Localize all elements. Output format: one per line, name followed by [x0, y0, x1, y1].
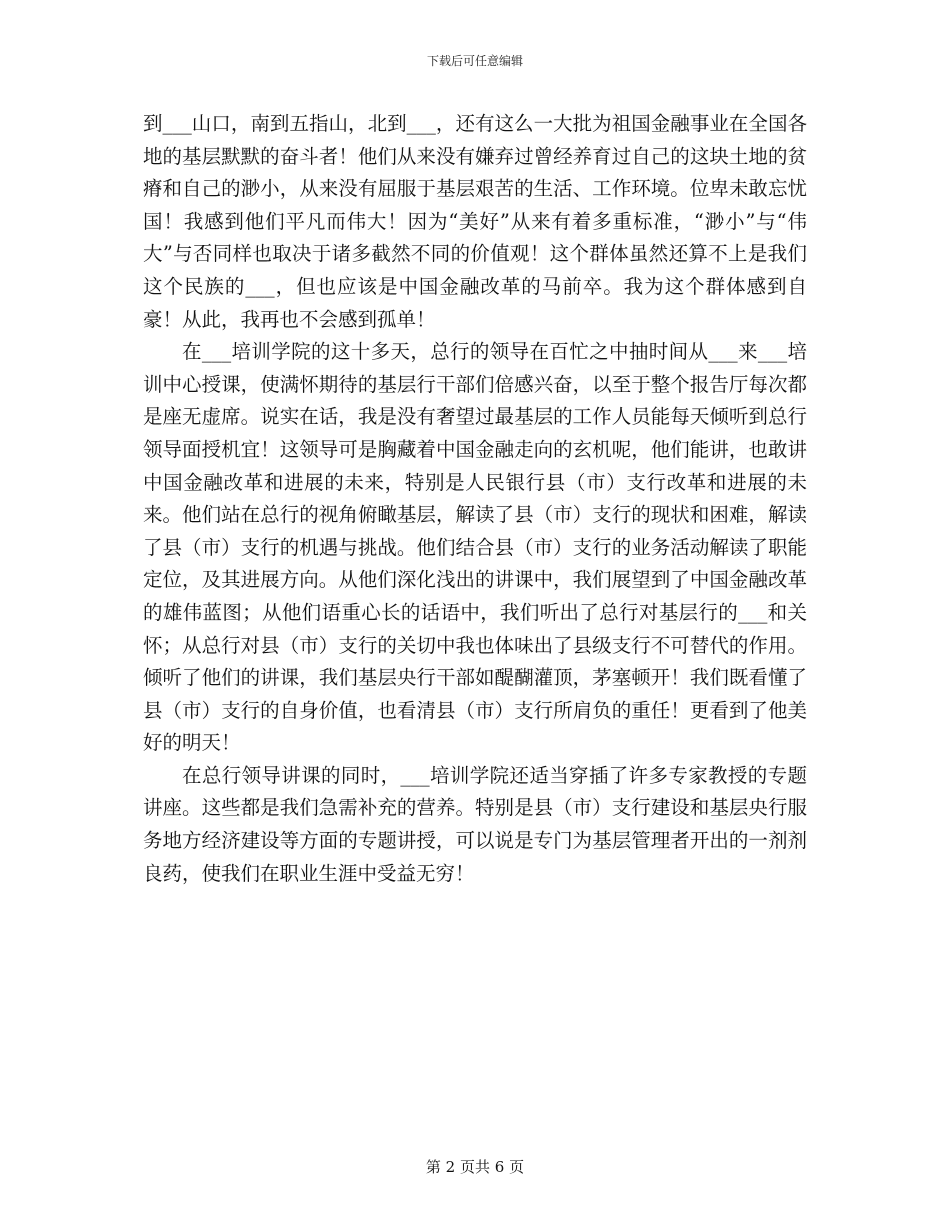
page-number-footer: 第 2 页共 6 页	[425, 1158, 525, 1176]
document-body	[143, 108, 807, 890]
paragraph-1: 到___山口，南到五指山，北到___，还有这么一大批为祖国金融事业在全国各地的基层默默的奋斗者！他们从来没有嫌弃过曾经养育过自己的这块土地的贫瘠和自己的渺小，从来没有屈服于基层艰苦的生活、工作环境。位卑未敢忘忧国！我感到他们平凡而伟大！因为“美好”从来有着多重标准，“渺小”与“伟大”与否同样也取决于诸多截然不同的价值观！这个群体虽然还算不上是我们这个民族的___，但也应该是中国金融改革的马前卒。我为这个群体感到自豪！从此，我再也不会感到孤单！	[143, 112, 807, 331]
paragraph-2: 在___培训学院的这十多天，总行的领导在百忙之中抽时间从___来___培训中心授课，使满怀期待的基层行干部们倍感兴奋，以至于整个报告厅每次都是座无虚席。说实在话，我是没有奢望过最基层的工作人员能每天倾听到总行领导面授机宜！这领导可是胸藏着中国金融走向的玄机呢，他们能讲，也敢讲中国金融改革和进展的未来，特别是人民银行县（市）支行改革和进展的未来。他们站在总行的视角俯瞰基层，解读了县（市）支行的现状和困难，解读了县（市）支行的机遇与挑战。他们结合县（市）支行的业务活动解读了职能定位，及其进展方向。从他们深化浅出的讲课中，我们展望到了中国金融改革的雄伟蓝图；从他们语重心长的话语中，我们听出了总行对基层行的___和关怀；从总行对县（市）支行的关切中我也体味出了县级支行不可替代的作用。倾听了他们的讲课，我们基层央行干部如醍醐灌顶，茅塞顿开！我们既看懂了县（市）支行的自身价值，也看清县（市）支行所肩负的重任！更看到了他美好的明天！	[143, 340, 807, 755]
page-header: 下载后可任意编辑	[426, 54, 523, 68]
paragraph-3: 在总行领导讲课的同时，___培训学院还适当穿插了许多专家教授的专题讲座。这些都是我们急需补充的营养。特别是县（市）支行建设和基层央行服务地方经济建设等方面的专题讲授，可以说是专门为基层管理者开出的一剂剂良药，使我们在职业生涯中受益无穷！	[143, 763, 807, 885]
